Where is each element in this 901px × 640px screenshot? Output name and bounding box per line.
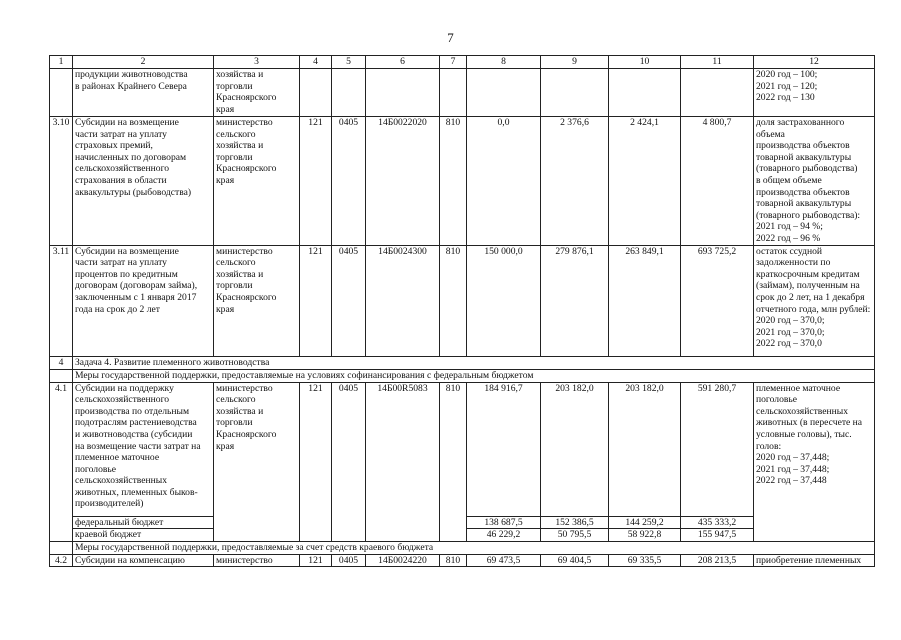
col-header-7: 7 — [440, 56, 467, 69]
section-row-regional — [50, 541, 875, 554]
amount-2020: 184 916,7 — [467, 382, 541, 516]
csr-code: 14Б0024220 — [366, 554, 440, 567]
col-header-5: 5 — [332, 56, 366, 69]
amount-2021: 69 404,5 — [541, 554, 609, 567]
section-row-federal — [50, 369, 875, 382]
col-header-9: 9 — [541, 56, 609, 69]
measure-name: продукции животноводства в районах Крайнего Севера — [73, 69, 214, 117]
amount-2021: 50 795,5 — [541, 529, 609, 542]
rzpr-code: 0405 — [332, 382, 366, 541]
rzpr-code: 0405 — [332, 117, 366, 246]
administrator: министерство сельского хозяйства и торговли Красноярского края — [214, 245, 300, 356]
amount-2022: 203 182,0 — [609, 382, 681, 516]
amount-total: 4 800,7 — [681, 117, 754, 246]
rzpr-code: 0405 — [332, 554, 366, 567]
vr-code: 810 — [440, 382, 467, 541]
table-row-3-11 — [50, 245, 875, 356]
measure-name: Субсидии на компенсацию — [73, 554, 214, 567]
table-row-3-10 — [50, 117, 875, 246]
amount-2020: 46 229,2 — [467, 529, 541, 542]
administrator: министерство сельского хозяйства и торговли Красноярского края — [214, 382, 300, 541]
csr-code: 14Б0024300 — [366, 245, 440, 356]
measure-name: Субсидии на возмещение части затрат на уплату страховых премий, начисленных по договорам сельскохозяйственного страхования в области аквакультуры (рыбоводства) — [73, 117, 214, 246]
grbs-code: 121 — [300, 382, 332, 541]
col-header-11: 11 — [681, 56, 754, 69]
amount-total: 693 725,2 — [681, 245, 754, 356]
column-number-row — [50, 56, 875, 69]
col-header-12: 12 — [754, 56, 875, 69]
row-number: 4.1 — [50, 382, 73, 541]
amount-2021: 2 376,6 — [541, 117, 609, 246]
amount-2022: 2 424,1 — [609, 117, 681, 246]
amount-2021: 203 182,0 — [541, 382, 609, 516]
amount-total: 435 333,2 — [681, 516, 754, 529]
amount-2020: 138 687,5 — [467, 516, 541, 529]
measure-name: Субсидии на поддержку сельскохозяйственного производства по отдельным подотраслям растениеводства и животноводства (субсидии на возмещение части затрат на племенное маточное поголовье сельскохозяйственных животных, племенных быков- производителей) — [73, 382, 214, 516]
row-number: 3.11 — [50, 245, 73, 356]
task-row — [50, 356, 875, 369]
budget-label: краевой бюджет — [73, 529, 214, 542]
csr-code: 14Б0022020 — [366, 117, 440, 246]
col-header-8: 8 — [467, 56, 541, 69]
col-header-1: 1 — [50, 56, 73, 69]
task-number: 4 — [50, 356, 73, 369]
table-row-4-1 — [50, 382, 875, 516]
task-title: Задача 4. Развитие племенного животноводства — [73, 356, 875, 369]
expected-result: доля застрахованного объема производства объектов товарной аквакультуры (товарного рыбоводства) в общем объеме производства объектов товарной аквакультуры (товарного рыбоводства): 2021 год – 94 %; 2022 год – 96 % — [754, 117, 875, 246]
budget-table — [49, 55, 875, 567]
csr-code: 14Б00R5083 — [366, 382, 440, 541]
section-title: Меры государственной поддержки, предоставляемые за счет средств краевого бюджета — [73, 541, 875, 554]
amount-2022: 69 335,5 — [609, 554, 681, 567]
col-header-10: 10 — [609, 56, 681, 69]
amount-total: 155 947,5 — [681, 529, 754, 542]
table-row-continued — [50, 69, 875, 117]
amount-2020: 150 000,0 — [467, 245, 541, 356]
vr-code: 810 — [440, 554, 467, 567]
col-header-3: 3 — [214, 56, 300, 69]
grbs-code: 121 — [300, 245, 332, 356]
amount-2020: 69 473,5 — [467, 554, 541, 567]
expected-result: 2020 год – 100; 2021 год – 120; 2022 год – 130 — [754, 69, 875, 117]
rzpr-code: 0405 — [332, 245, 366, 356]
vr-code: 810 — [440, 245, 467, 356]
grbs-code: 121 — [300, 554, 332, 567]
table-row-4-2 — [50, 554, 875, 567]
page-number: 7 — [447, 30, 454, 45]
amount-2021: 279 876,1 — [541, 245, 609, 356]
measure-name: Субсидии на возмещение части затрат на уплату процентов по кредитным договорам (договорам займа), заключенным с 1 января 2017 года на срок до 2 лет — [73, 245, 214, 356]
amount-total: 208 213,5 — [681, 554, 754, 567]
row-number: 3.10 — [50, 117, 73, 246]
administrator: министерство сельского хозяйства и торговли Красноярского края — [214, 117, 300, 246]
vr-code: 810 — [440, 117, 467, 246]
expected-result: племенное маточное поголовье сельскохозяйственных животных (в пересчете на условные головы), тыс. голов: 2020 год – 37,448; 2021 год – 37,448; 2022 год – 37,448 — [754, 382, 875, 541]
col-header-2: 2 — [73, 56, 214, 69]
col-header-6: 6 — [366, 56, 440, 69]
administrator: министерство — [214, 554, 300, 567]
amount-2022: 58 922,8 — [609, 529, 681, 542]
expected-result: приобретение племенных — [754, 554, 875, 567]
amount-total: 591 280,7 — [681, 382, 754, 516]
amount-2021: 152 386,5 — [541, 516, 609, 529]
amount-2022: 144 259,2 — [609, 516, 681, 529]
col-header-4: 4 — [300, 56, 332, 69]
administrator: хозяйства и торговли Красноярского края — [214, 69, 300, 117]
amount-2020: 0,0 — [467, 117, 541, 246]
grbs-code: 121 — [300, 117, 332, 246]
budget-label: федеральный бюджет — [73, 516, 214, 529]
amount-2022: 263 849,1 — [609, 245, 681, 356]
expected-result: остаток ссудной задолженности по краткосрочным кредитам (займам), полученным на срок до 2 лет, на 1 декабря отчетного года, млн рублей: 2020 год – 370,0; 2021 год – 370,0; 2022 год – 370,0 — [754, 245, 875, 356]
row-number: 4.2 — [50, 554, 73, 567]
section-title: Меры государственной поддержки, предоставляемые на условиях софинансирования с федеральным бюджетом — [73, 369, 875, 382]
